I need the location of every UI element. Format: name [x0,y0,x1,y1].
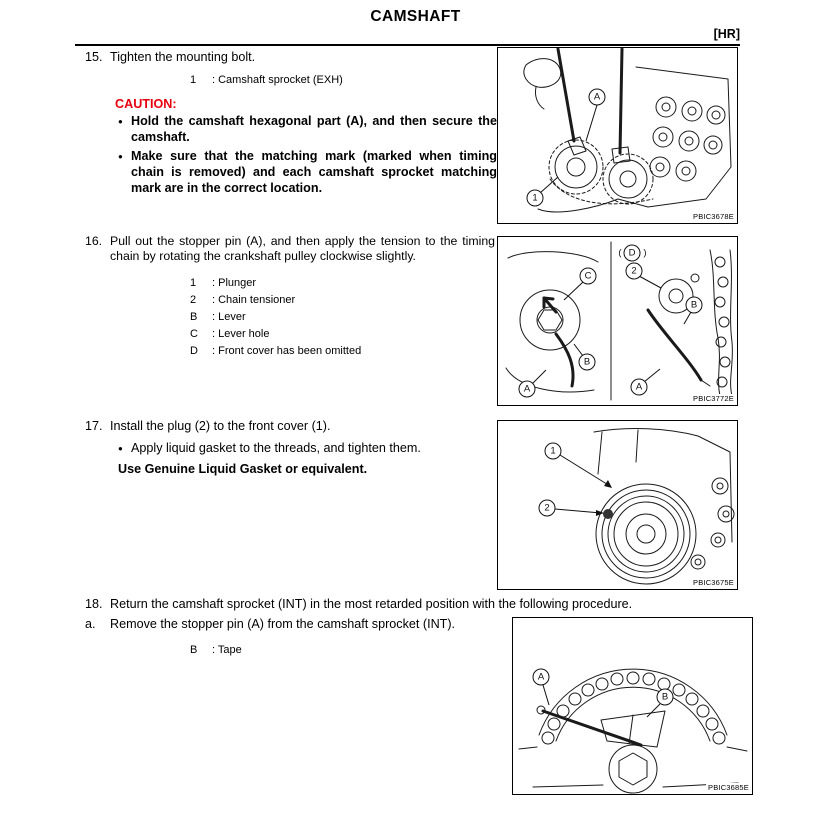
bullet-item [118,149,497,197]
legend-value: : Camshaft sprocket (EXH) [212,73,343,86]
bullet-text: Hold the camshaft hexagonal part (A), and then secure the camshaft. [131,113,497,144]
step-15 [85,50,497,197]
legend-row [190,292,495,309]
callout-b-right-label: B [690,299,698,311]
figure-camshaft-sprocket-tighten [497,47,738,224]
legend-key: 1 [190,73,197,86]
tensioner-line-art [498,237,737,405]
page-title: CAMSHAFT [370,8,461,25]
step-16 [85,234,495,360]
callout-c-label: C [584,270,592,282]
header-rule [75,44,740,46]
section-tag: [HR] [713,27,740,41]
legend-key: 2 [190,293,197,306]
legend-key: B [190,643,198,656]
bullet-icon: ● [118,443,123,453]
bullet-text: Make sure that the matching mark (marked when timing chain is removed) and each camshaft sprocket matching mark are in the correct location. [131,148,497,195]
legend-row [190,642,505,659]
step-text: Remove the stopper pin (A) from the camshaft sprocket (INT). [110,617,456,631]
legend-s15 [190,72,497,89]
step-text: Install the plug (2) to the front cover (1). [110,419,331,433]
step-15-row [85,50,497,66]
legend-s16 [190,275,495,360]
legend-row [190,72,497,89]
figure-code: PBIC3675E [693,578,734,587]
sprocket-chain-line-art [513,618,752,794]
callout-a-label: A [537,671,545,683]
paren-close: ) [643,247,647,259]
step-number: 18. [85,597,103,611]
callout-a-label: A [593,91,601,103]
legend-value: : Lever hole [212,327,270,340]
legend-value: : Front cover has been omitted [212,344,362,357]
legend-value: : Chain tensioner [212,293,296,306]
legend-s18a [190,642,505,659]
callout-b-label: B [661,691,669,703]
bullet-text: Apply liquid gasket to the threads, and tighten them. [131,440,421,455]
callout-d-label: D [628,247,636,259]
step-16-row [85,234,495,265]
pulley-line-art [498,421,737,589]
step-18 [85,597,745,613]
callout-b-left-label: B [583,356,591,368]
legend-key: C [190,327,198,340]
legend-value: : Tape [212,643,242,656]
callout-1-label: 1 [532,192,538,204]
engine-line-art [498,48,737,223]
step-text: Pull out the stopper pin (A), and then apply the tension to the timing chain by rotating the crankshaft pulley clockwise slightly. [110,234,495,264]
legend-key: D [190,344,198,357]
paren-open: ( [618,247,622,259]
caution-bullets [118,114,497,197]
step-17-row [85,419,497,435]
step-18a-row [85,617,505,633]
legend-key: 1 [190,276,197,289]
step-text: Tighten the mounting bolt. [110,50,256,64]
legend-value: : Plunger [212,276,257,289]
legend-key: B [190,310,198,323]
step-17-bullets [118,441,497,457]
step-17 [85,419,497,476]
figure-code: PBIC3685E [708,783,749,792]
step-18-row [85,597,745,613]
figure-camshaft-sprocket-int [512,617,753,795]
figure-code: PBIC3678E [693,212,734,221]
figure-chain-tensioner [497,236,738,406]
bullet-icon: ● [118,116,123,126]
step-18a [85,617,505,659]
legend-row [190,343,495,360]
bullet-icon: ● [118,151,123,161]
callout-a-left-label: A [523,383,531,395]
callout-2-label: 2 [631,265,637,277]
callout-1-label: 1 [550,445,556,457]
step-number: 16. [85,234,103,248]
liquid-gasket-note: Use Genuine Liquid Gasket or equivalent. [118,461,368,476]
figure-front-cover-plug [497,420,738,590]
legend-row [190,309,495,326]
legend-row [190,275,495,292]
step-letter: a. [85,617,96,631]
callout-2-label: 2 [544,502,550,514]
legend-value: : Lever [212,310,246,323]
caution-label: CAUTION: [115,96,177,111]
callout-a-right-label: A [635,381,643,393]
legend-row [190,326,495,343]
figure-code: PBIC3772E [693,394,734,403]
step-number: 15. [85,50,103,64]
bullet-item [118,114,497,146]
bullet-item [118,441,497,457]
step-number: 17. [85,419,103,433]
step-text: Return the camshaft sprocket (INT) in the most retarded position with the following procedure. [110,597,633,611]
